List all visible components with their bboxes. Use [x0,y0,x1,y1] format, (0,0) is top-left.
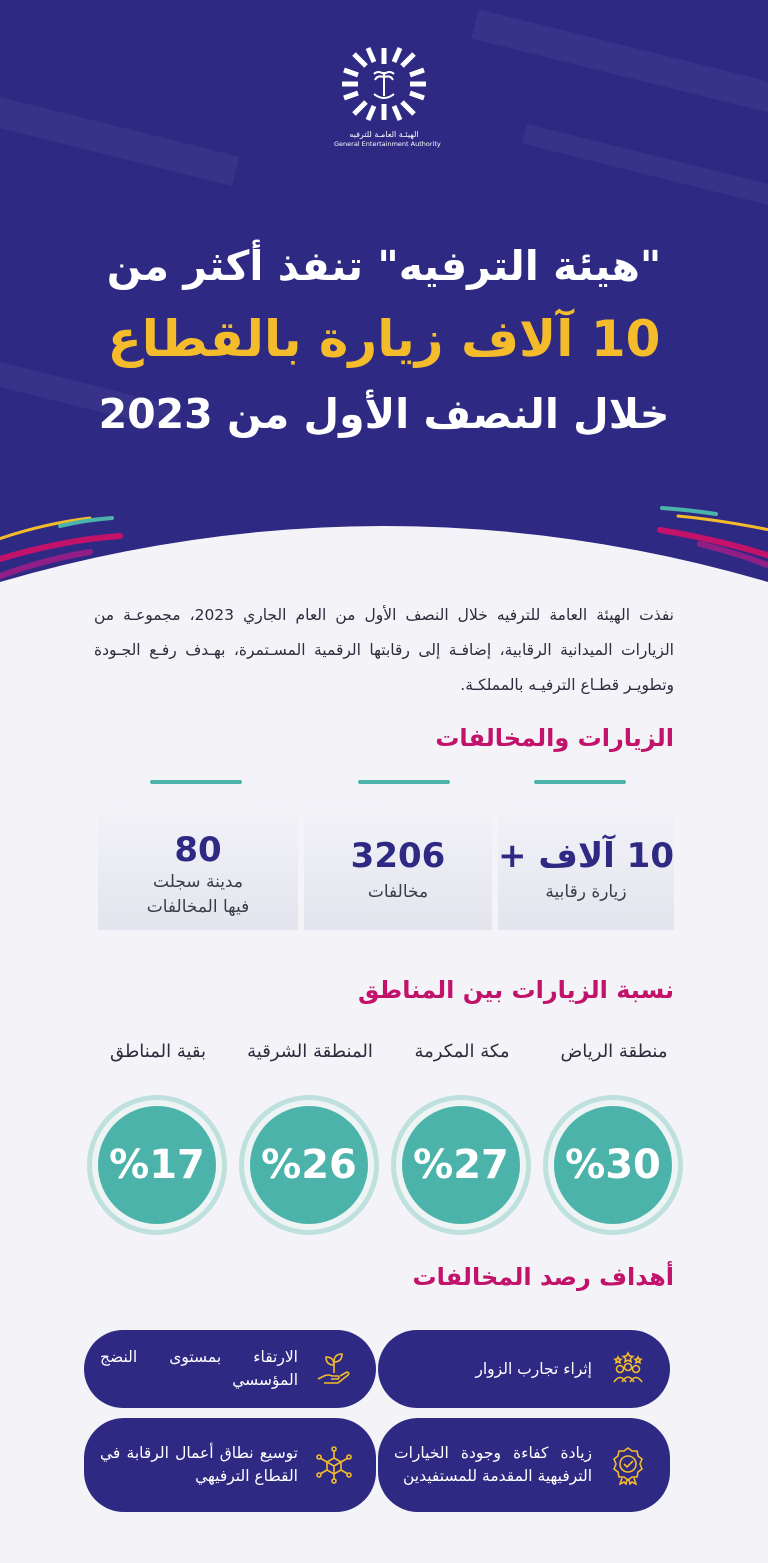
stat-value: 80 [174,830,222,870]
background-stripe [0,84,239,186]
gea-logo [334,44,441,148]
stat-value: 10 آلاف + [498,836,674,876]
regions-section-title: نسبة الزيارات بين المناطق [358,976,674,1004]
hero-curve [0,500,768,600]
stat-label: زيارة رقابية [545,882,627,902]
headline-line-2: 10 آلاف زيارة بالقطاع [107,310,661,368]
hero-header [0,0,768,600]
goal-text: الارتقاء بمستوى النضج المؤسسي [100,1348,298,1389]
background-stripe [471,9,768,120]
stat-accent-line [150,780,242,784]
stat-label: مخالفات [367,882,429,902]
region-percent-other: %17 [98,1106,216,1224]
region-label-makkah: مكة المكرمة [414,1041,510,1062]
goal-institutional-maturity [84,1330,376,1408]
intro-paragraph: نفذت الهيئة العامة للترفيه خلال النصف الأول من العام الجاري 2023، مجموعـة من الزيارات الميدانية الرقابية، إضافـة إلى رقابتها الرقمية المسـتمرة، بهـدف رفـع الجـودة وتطويـر قطـاع الترفيـه بالمملكـة. [94,606,674,694]
stat-accent-line [534,780,626,784]
people-stars-icon [608,1349,648,1389]
logo-arabic-name: الهيئـة العامـة للترفيه [349,130,419,139]
goal-improve-quality [378,1418,670,1512]
region-percent-makkah: %27 [402,1106,520,1224]
region-label-eastern: المنطقة الشرقية [247,1041,373,1062]
stat-card-cities [98,800,298,930]
visits-section-title: الزيارات والمخالفات [435,724,674,752]
quality-badge-icon [608,1445,648,1485]
stat-card-visits [498,800,674,930]
palm-swords-burst-icon [338,44,430,124]
stat-value: 3206 [350,836,446,876]
goal-expand-monitoring [84,1418,376,1512]
goal-text: إثراء تجارب الزوار [475,1359,592,1378]
headline-line-1: "هيئة الترفيه" تنفذ أكثر من [106,242,662,290]
region-label-riyadh: منطقة الرياض [560,1041,668,1062]
goal-text: توسيع نطاق أعمال الرقابة في القطاع الترفيهي [100,1444,298,1485]
region-percent-eastern: %26 [250,1106,368,1224]
stat-card-violations [304,800,492,930]
network-cube-icon [314,1445,354,1485]
goal-enrich-visitor-experience [378,1330,670,1408]
region-label-other: بقية المناطق [109,1041,207,1062]
stat-label: مدينة سجلت فيها المخالفات [146,872,250,917]
goal-text: زيادة كفاءة وجودة الخيارات الترفيهية المقدمة للمستفيدين [394,1444,592,1485]
hand-plant-icon [314,1349,354,1389]
background-stripe [522,124,768,216]
region-percent-riyadh: %30 [554,1106,672,1224]
logo-english-name: General Entertainment Authority [334,140,441,148]
stat-accent-line [358,780,450,784]
headline-line-3: خلال النصف الأول من 2023 [98,390,670,438]
goals-section-title: أهداف رصد المخالفات [412,1263,674,1291]
